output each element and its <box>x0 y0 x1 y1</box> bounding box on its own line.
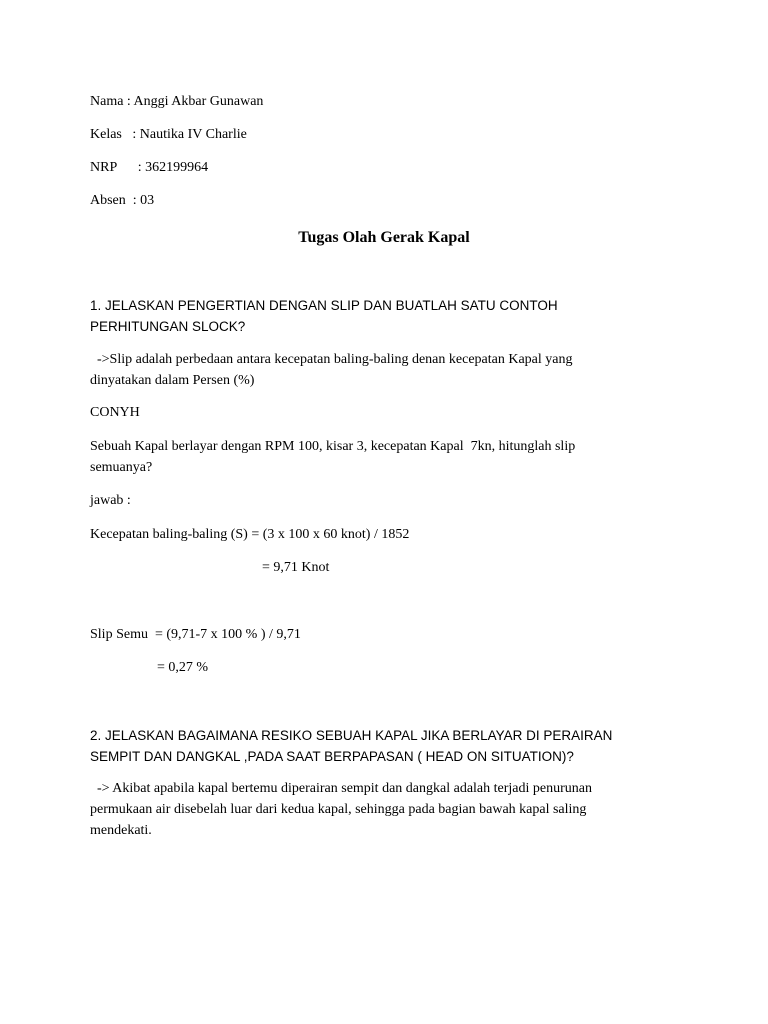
q1-calc-line-2: = 9,71 Knot <box>262 560 330 575</box>
q2-question-line-2: SEMPIT DAN DANGKAL ,PADA SAAT BERPAPASAN ( HEAD ON SITUATION)? <box>90 749 574 764</box>
q2-question-line-1: 2. JELASKAN BAGAIMANA RESIKO SEBUAH KAPAL JIKA BERLAYAR DI PERAIRAN <box>90 728 613 743</box>
q1-answer-line-1: ->Slip adalah perbedaan antara kecepatan baling-baling denan kecepatan Kapal yang <box>90 352 573 367</box>
q1-example-line-2: semuanya? <box>90 460 153 475</box>
q1-slip-line-1: Slip Semu = (9,71-7 x 100 % ) / 9,71 <box>90 627 301 642</box>
student-absen: Absen : 03 <box>90 193 155 208</box>
document-title: Tugas Olah Gerak Kapal <box>298 229 470 246</box>
student-class: Kelas : Nautika IV Charlie <box>90 127 247 142</box>
q1-question-line-1: 1. JELASKAN PENGERTIAN DENGAN SLIP DAN BUATLAH SATU CONTOH <box>90 298 558 313</box>
q2-answer-line-2: permukaan air disebelah luar dari kedua kapal, sehingga pada bagian bawah kapal saling <box>90 802 587 817</box>
q1-slip-line-2: = 0,27 % <box>157 660 209 675</box>
q1-question-line-2: PERHITUNGAN SLOCK? <box>90 319 246 334</box>
q1-example-label: CONYH <box>90 405 140 420</box>
student-name: Nama : Anggi Akbar Gunawan <box>90 94 264 109</box>
q2-answer-line-3: mendekati. <box>90 823 152 838</box>
q1-jawab-label: jawab : <box>90 493 131 508</box>
q2-answer-line-1: -> Akibat apabila kapal bertemu diperairan sempit dan dangkal adalah terjadi penurunan <box>90 781 592 796</box>
student-nrp: NRP : 362199964 <box>90 160 209 175</box>
q1-example-line-1: Sebuah Kapal berlayar dengan RPM 100, kisar 3, kecepatan Kapal 7kn, hitunglah slip <box>90 439 576 454</box>
q1-calc-line-1: Kecepatan baling-baling (S) = (3 x 100 x 60 knot) / 1852 <box>90 527 410 542</box>
q1-answer-line-2: dinyatakan dalam Persen (%) <box>90 373 255 388</box>
